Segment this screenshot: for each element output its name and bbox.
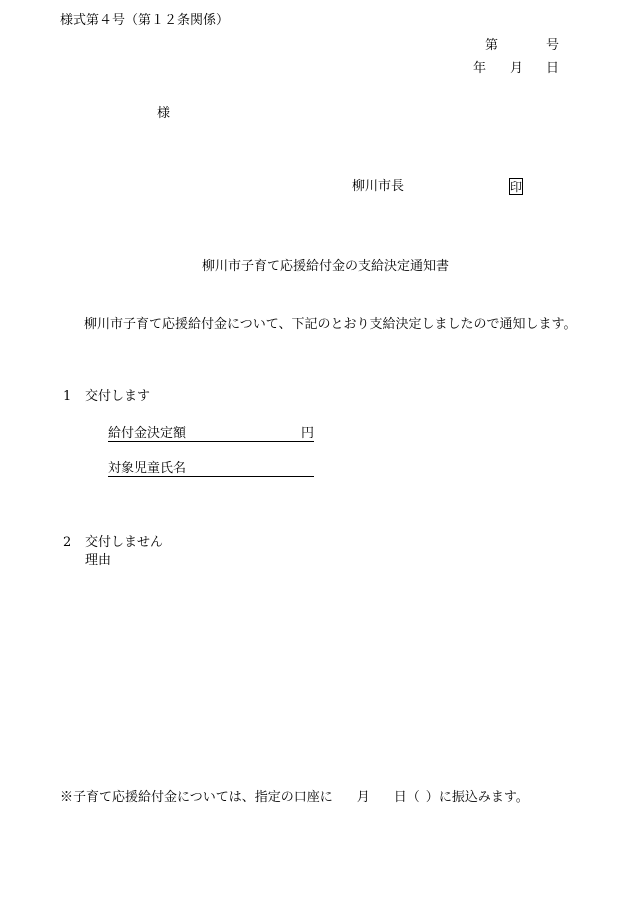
form-number-label: 様式第４号（第１２条関係） [60, 13, 230, 28]
date-year-label: 年 [473, 61, 487, 76]
payment-note-day: 日 [393, 790, 407, 805]
child-name-field-row [108, 462, 314, 477]
document-title: 柳川市子育て応援給付金の支給決定通知書 [202, 259, 450, 274]
payment-note [60, 791, 529, 804]
payment-note-month: 月 [356, 790, 370, 805]
date-day-label: 日 [546, 61, 560, 76]
section2-label: 交付しません [85, 535, 164, 550]
date-month-label: 月 [510, 61, 524, 76]
payment-note-suffix: に振込みます。 [438, 790, 529, 805]
amount-field-row [108, 427, 314, 442]
issuer-title: 柳川市長 [352, 179, 405, 194]
seal-label: 印 [510, 179, 523, 194]
child-name-label: 対象児童氏名 [108, 461, 187, 476]
payment-note-prefix: ※子育て応援給付金については、指定の口座に [60, 790, 333, 805]
document-number-suffix: 号 [546, 38, 560, 53]
reason-label: 理由 [85, 553, 112, 568]
addressee-honorific: 様 [157, 106, 171, 121]
section1-label: 交付します [85, 389, 151, 404]
payment-note-paren-close: ） [425, 790, 439, 805]
amount-unit: 円 [300, 426, 314, 441]
amount-label: 給付金決定額 [108, 426, 187, 441]
payment-note-paren-open: （ [406, 790, 420, 805]
section2-number: 2 [63, 535, 72, 550]
seal-mark [509, 178, 523, 195]
notice-body-text: 柳川市子育て応援給付金について、下記のとおり支給決定しましたので通知します。 [84, 317, 577, 332]
document-number-prefix: 第 [485, 38, 499, 53]
section1-number: 1 [63, 389, 72, 404]
